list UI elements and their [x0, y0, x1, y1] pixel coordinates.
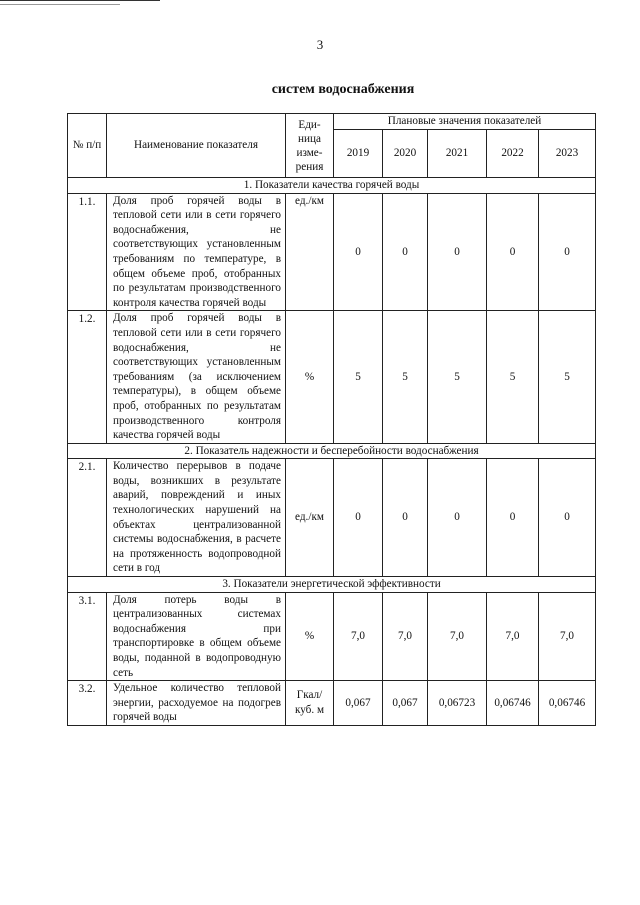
row-value: 0 — [539, 459, 596, 577]
row-num: 1.1. — [68, 193, 107, 311]
row-unit: % — [286, 592, 334, 681]
header-year: 2022 — [487, 130, 539, 178]
section-title: 1. Показатели качества горячей воды — [68, 178, 596, 194]
header-rule-secondary — [0, 4, 120, 5]
header-planned: Плановые значения показателей — [334, 114, 596, 130]
row-name: Доля потерь воды в централизованных системах водоснабжения при транспортировке в общем объеме воды, поданной в водопроводную сеть — [107, 592, 286, 681]
row-value: 0 — [428, 459, 487, 577]
row-name: Доля проб горячей воды в тепловой сети или в сети горячего водоснабжения, не соответствующих установленным требованиям (за исключением температуры), в общем объеме проб, отобранных по результатам производственного контроля качества горячей воды — [107, 311, 286, 443]
section-title: 2. Показатель надежности и бесперебойности водоснабжения — [68, 443, 596, 459]
row-name: Доля проб горячей воды в тепловой сети или в сети горячего водоснабжения, не соответствующих установленным требованиям по температуре, в общем объеме проб, отобранных по результатам производственного контроля качества горячей воды — [107, 193, 286, 311]
row-value: 0 — [334, 459, 383, 577]
table-row — [68, 681, 596, 726]
row-value: 0 — [334, 193, 383, 311]
row-value: 0 — [539, 193, 596, 311]
row-value: 7,0 — [539, 592, 596, 681]
row-value: 0 — [487, 193, 539, 311]
row-value: 0 — [487, 459, 539, 577]
row-value: 5 — [334, 311, 383, 443]
header-year: 2023 — [539, 130, 596, 178]
row-value: 0,06746 — [487, 681, 539, 726]
row-value: 7,0 — [428, 592, 487, 681]
row-value: 7,0 — [334, 592, 383, 681]
row-unit: ед./км — [286, 193, 334, 311]
indicators-table — [67, 113, 596, 726]
row-value: 0 — [428, 193, 487, 311]
table-row — [68, 459, 596, 577]
row-value: 0,067 — [334, 681, 383, 726]
row-value: 5 — [487, 311, 539, 443]
page-heading: систем водоснабжения — [271, 82, 415, 97]
header-rule — [0, 0, 160, 1]
row-value: 0,06746 — [539, 681, 596, 726]
row-value: 0,067 — [383, 681, 428, 726]
header-year: 2019 — [334, 130, 383, 178]
table-row — [68, 193, 596, 311]
header-year: 2020 — [383, 130, 428, 178]
row-value: 7,0 — [383, 592, 428, 681]
row-num: 3.1. — [68, 592, 107, 681]
row-unit: Гкал/ куб. м — [286, 681, 334, 726]
section-title: 3. Показатели энергетической эффективности — [68, 577, 596, 593]
row-value: 5 — [383, 311, 428, 443]
header-year: 2021 — [428, 130, 487, 178]
row-num: 2.1. — [68, 459, 107, 577]
row-unit: % — [286, 311, 334, 443]
table-row — [68, 311, 596, 443]
page-number: 3 — [316, 37, 324, 52]
row-name: Удельное количество тепловой энергии, расходуемое на подогрев горячей воды — [107, 681, 286, 726]
row-value: 0 — [383, 459, 428, 577]
table-row — [68, 592, 596, 681]
row-value: 5 — [539, 311, 596, 443]
header-num: № п/п — [68, 114, 107, 178]
header-name: Наименование показателя — [107, 114, 286, 178]
row-num: 1.2. — [68, 311, 107, 443]
row-value: 5 — [428, 311, 487, 443]
row-num: 3.2. — [68, 681, 107, 726]
row-value: 7,0 — [487, 592, 539, 681]
row-value: 0,06723 — [428, 681, 487, 726]
row-name: Количество перерывов в подаче воды, возникших в результате аварий, повреждений и иных технологических нарушений на объектах централизованной системы водоснабжения, в расчете на протяженность водопроводной сети в год — [107, 459, 286, 577]
row-unit: ед./км — [286, 459, 334, 577]
header-unit: Еди-ница изме-рения — [286, 114, 334, 178]
row-value: 0 — [383, 193, 428, 311]
